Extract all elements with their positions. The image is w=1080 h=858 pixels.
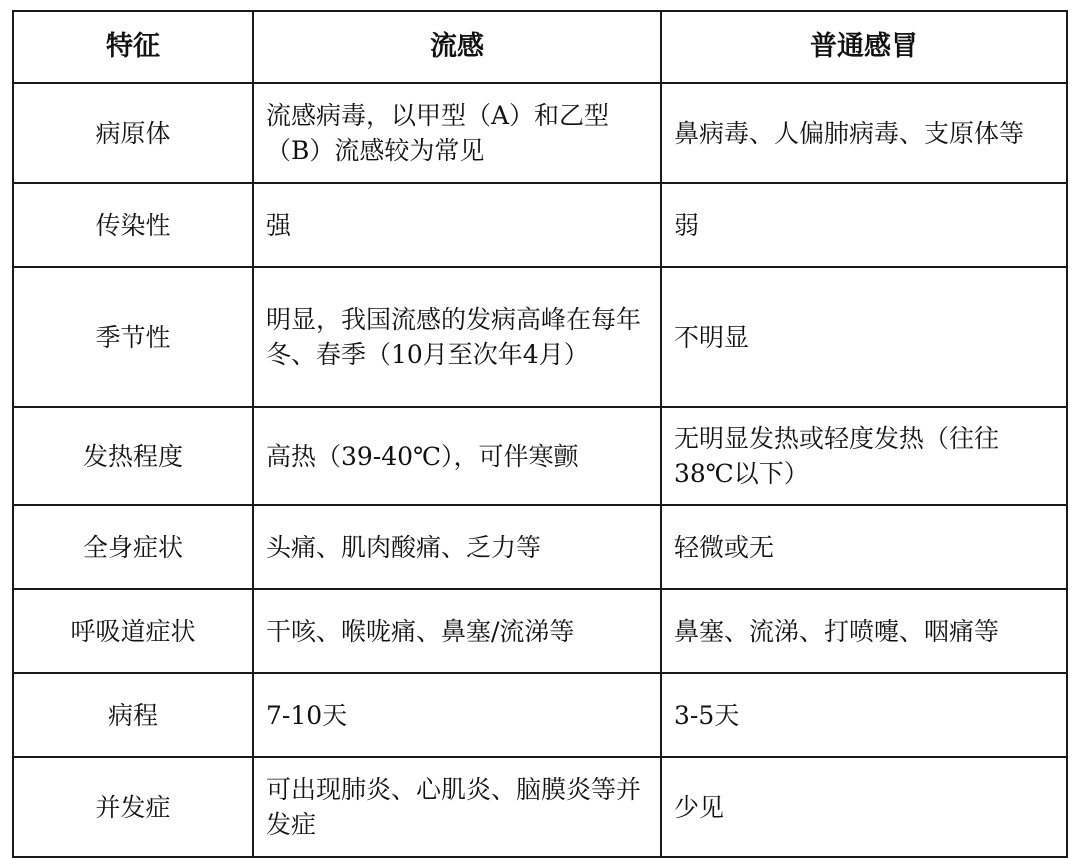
row-flu-value: 7-10天 xyxy=(253,673,661,757)
row-flu-value: 可出现肺炎、心肌炎、脑膜炎等并发症 xyxy=(253,757,661,857)
table-row xyxy=(13,673,1067,757)
row-feature-label: 全身症状 xyxy=(13,505,253,589)
row-cold-value: 不明显 xyxy=(661,267,1067,407)
table-row xyxy=(13,589,1067,673)
flu-vs-cold-table xyxy=(12,10,1068,858)
row-feature-label: 传染性 xyxy=(13,183,253,267)
row-flu-value: 明显，我国流感的发病高峰在每年冬、春季（10月至次年4月） xyxy=(253,267,661,407)
row-flu-value: 流感病毒，以甲型（A）和乙型（B）流感较为常见 xyxy=(253,83,661,183)
row-flu-value: 干咳、喉咙痛、鼻塞/流涕等 xyxy=(253,589,661,673)
row-feature-label: 季节性 xyxy=(13,267,253,407)
row-cold-value: 鼻病毒、人偏肺病毒、支原体等 xyxy=(661,83,1067,183)
row-flu-value: 头痛、肌肉酸痛、乏力等 xyxy=(253,505,661,589)
row-cold-value: 鼻塞、流涕、打喷嚏、咽痛等 xyxy=(661,589,1067,673)
row-cold-value: 无明显发热或轻度发热（往往38℃以下） xyxy=(661,407,1067,505)
column-header-feature: 特征 xyxy=(13,11,253,83)
table-row xyxy=(13,407,1067,505)
table-header-row xyxy=(13,11,1067,83)
row-feature-label: 病原体 xyxy=(13,83,253,183)
row-feature-label: 呼吸道症状 xyxy=(13,589,253,673)
row-cold-value: 3-5天 xyxy=(661,673,1067,757)
row-feature-label: 病程 xyxy=(13,673,253,757)
table-row xyxy=(13,183,1067,267)
table-row xyxy=(13,83,1067,183)
column-header-cold: 普通感冒 xyxy=(661,11,1067,83)
table-row xyxy=(13,267,1067,407)
column-header-flu: 流感 xyxy=(253,11,661,83)
table-row xyxy=(13,757,1067,857)
row-feature-label: 发热程度 xyxy=(13,407,253,505)
row-flu-value: 高热（39-40℃），可伴寒颤 xyxy=(253,407,661,505)
row-flu-value: 强 xyxy=(253,183,661,267)
row-cold-value: 轻微或无 xyxy=(661,505,1067,589)
table-row xyxy=(13,505,1067,589)
row-feature-label: 并发症 xyxy=(13,757,253,857)
row-cold-value: 少见 xyxy=(661,757,1067,857)
row-cold-value: 弱 xyxy=(661,183,1067,267)
